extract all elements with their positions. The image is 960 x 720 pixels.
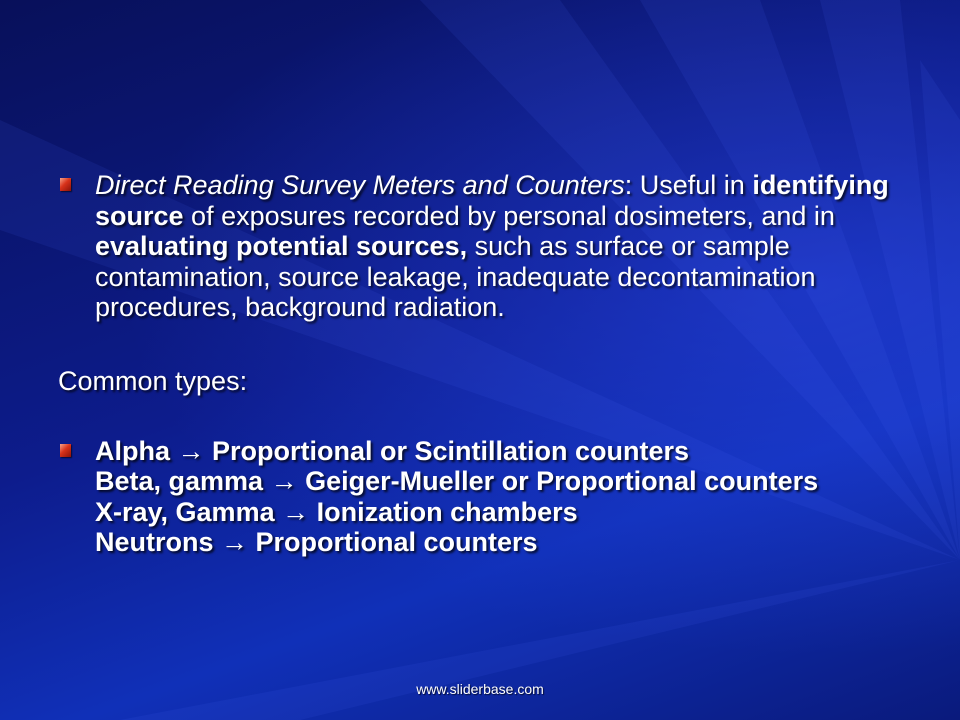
type-alpha: Alpha → Proportional or Scintillation counters [95,435,690,466]
square-bullet-icon [60,444,71,457]
slide-content [58,170,938,558]
square-bullet-icon [60,178,71,191]
type-neutrons: Neutrons → Proportional counters [95,527,538,557]
text-segment: : Useful in [624,170,753,200]
bullet-survey-meters [58,170,938,323]
type-beta-gamma: Beta, gamma → Geiger-Mueller or Proportional counters [95,466,819,496]
footer-url: www.sliderbase.com [416,681,544,697]
lead-term: Direct Reading Survey Meters and Counters [95,170,625,200]
common-types-heading: Common types: [58,365,248,396]
type-xray-gamma: X-ray, Gamma → Ionization chambers [95,496,578,527]
text-segment: such as surface or sample contamination, source leakage, inadequate decontamination procedures, background radiation. [95,231,816,322]
bullet-common-types [58,436,938,558]
emphasis-text: evaluating potential sources, [95,231,468,261]
text-segment: of exposures recorded by personal dosimeters, and in [183,200,835,231]
emphasis-text: identifying source [95,170,889,231]
